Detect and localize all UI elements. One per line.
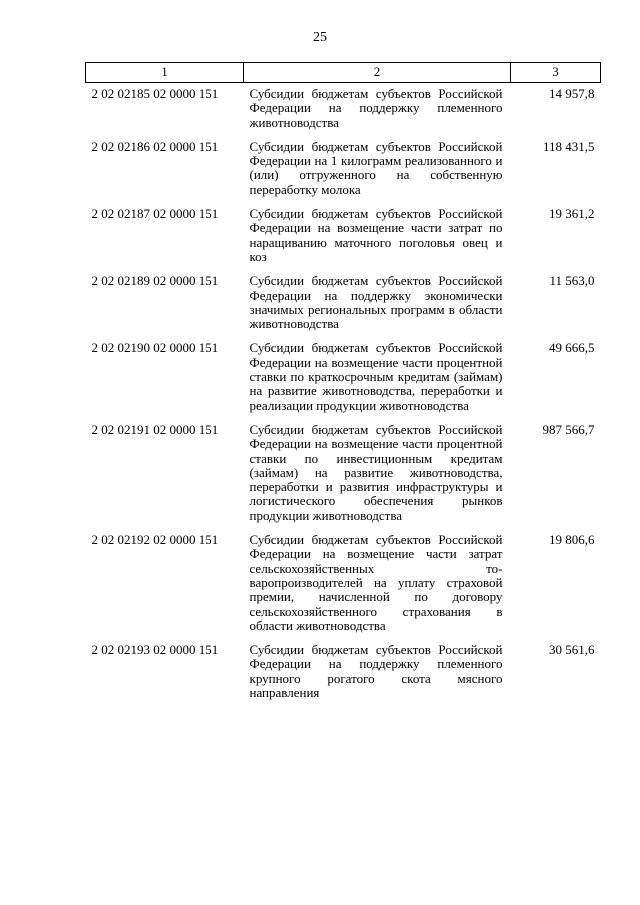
table-row [86,83,601,140]
budget-code: 2 02 02189 02 0000 151 [91,273,219,289]
budget-table [85,62,601,710]
description: Субсидии бюджетам субъектов Российской Федерации на возмещение части затрат по наращиванию маточного поголовья овец и коз [249,206,503,264]
table-row [86,533,601,643]
amount: 49 666,5 [549,340,595,356]
table-row [86,207,601,274]
column-header-3: 3 [511,63,601,83]
table-header-row [86,63,601,83]
amount: 19 361,2 [549,206,595,222]
budget-code: 2 02 02192 02 0000 151 [91,532,219,548]
description: Субсидии бюджетам субъектов Российской Федерации на возмещение части процентной ставки по краткосрочным кредитам (займам) на развитие животноводства, переработки и реализации продукции животноводства [249,340,503,413]
table-row [86,274,601,341]
table-row [86,140,601,207]
description: Субсидии бюджетам субъектов Российской Федерации на возмещение части затрат сельскохозяйственных товаропроизводителей на уплату страховой премии, начисленной по договору сельскохозяйственного страхования в области животноводства [249,532,503,633]
column-header-1: 1 [86,63,244,83]
budget-code: 2 02 02193 02 0000 151 [91,642,219,658]
description: Субсидии бюджетам субъектов Российской Федерации на поддержку племенного крупного рогатого скота мясного направления [249,642,503,700]
description: Субсидии бюджетам субъектов Российской Федерации на поддержку племенного животноводства [249,86,503,130]
amount: 14 957,8 [549,86,595,101]
budget-code: 2 02 02190 02 0000 151 [91,340,219,356]
table-row [86,643,601,710]
budget-code: 2 02 02185 02 0000 151 [91,86,219,101]
budget-code: 2 02 02191 02 0000 151 [91,421,219,437]
column-header-2: 2 [244,63,511,83]
table-row [86,341,601,422]
amount: 11 563,0 [549,273,595,289]
description: Субсидии бюджетам субъектов Российской Федерации на поддержку экономически значимых региональных программ в области животноводства [249,273,503,332]
amount: 19 806,6 [549,532,595,548]
amount: 987 566,7 [542,421,595,437]
description: Субсидии бюджетам субъектов Российской Федерации на возмещение части процентной ставки по инвестиционным кредитам (займам) на развитие животноводства, переработки и развития инфраструктуры и логистического обеспечения рынков продукции животноводства [249,421,503,523]
page-number: 25 [313,30,327,45]
budget-code: 2 02 02186 02 0000 151 [91,138,219,154]
description: Субсидии бюджетам субъектов Российской Федерации на 1 килограмм реализованного и (или) отгруженного на собственную переработку молока [249,138,503,197]
amount: 118 431,5 [542,138,595,154]
amount: 30 561,6 [549,642,595,658]
table-row [86,423,601,533]
budget-code: 2 02 02187 02 0000 151 [91,206,219,222]
